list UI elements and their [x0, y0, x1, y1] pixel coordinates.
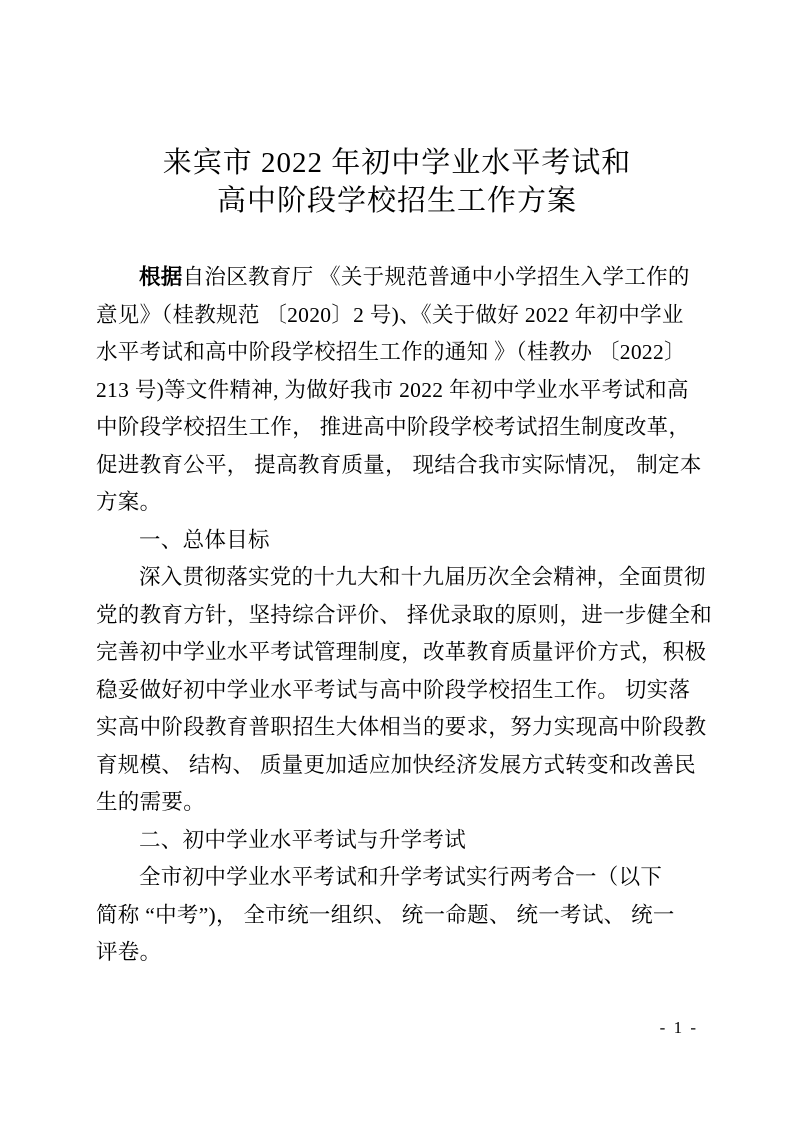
- document-body: [96, 259, 713, 972]
- text-run: 党的教育方针，坚持综合评价、 择优录取的原则，进一步健全和: [96, 602, 713, 627]
- text-run: 生的需要。: [96, 790, 206, 814]
- text-line: [96, 447, 702, 485]
- text-line: [96, 259, 702, 297]
- text-run: 深入贯彻落实党的十九大和十九届历次全会精神，全面贯彻: [139, 565, 706, 589]
- text-run: 全市初中学业水平考试和升学考试实行两考合一（以下: [139, 865, 663, 889]
- text-line: [96, 897, 702, 935]
- text-line: [96, 372, 702, 410]
- text-run: 中阶段学校招生工作， 推进高中阶段学校考试招生制度改革，: [96, 415, 691, 439]
- text-run: 稳妥做好初中学业水平考试与高中阶段学校招生工作。 切实落: [96, 677, 691, 702]
- section-heading: [96, 822, 702, 860]
- text-line: [96, 859, 702, 897]
- text-run: 完善初中学业水平考试管理制度，改革教育质量评价方式，积极: [96, 640, 707, 664]
- text-line: [96, 709, 707, 747]
- text-run: 简称 “中考”)， 全市统一组织、 统一命题、 统一考试、 统一: [96, 902, 675, 927]
- text-line: [96, 334, 702, 372]
- text-line: [96, 672, 702, 710]
- page-number: - 1 -: [659, 1018, 698, 1037]
- document-title: [0, 144, 794, 220]
- text-line: [96, 484, 702, 522]
- text-line: [96, 409, 702, 447]
- text-line: [96, 559, 706, 597]
- text-run: 评卷。: [96, 940, 162, 964]
- section-heading: [96, 522, 702, 560]
- text-run: 方案。: [96, 490, 162, 514]
- text-line: [96, 597, 713, 635]
- text-run: 二、初中学业水平考试与升学考试: [139, 827, 467, 852]
- text-run: 育规模、 结构、 质量更加适应加快经济发展方式转变和改善民: [96, 752, 696, 777]
- text-line: [96, 747, 702, 785]
- text-run: 实高中阶段教育普职招生大体相当的要求，努力实现高中阶段教: [96, 715, 707, 739]
- text-line: [96, 784, 702, 822]
- text-line: [96, 297, 702, 335]
- bold-run: 根据: [139, 265, 183, 289]
- text-run: 一、总体目标: [139, 527, 270, 552]
- text-line: [96, 934, 702, 972]
- title-line: 来宾市 2022 年初中学业水平考试和: [162, 147, 632, 179]
- text-run: 自治区教育厅 《关于规范普通中小学招生入学工作的: [182, 265, 690, 289]
- text-run: 213 号)等文件精神, 为做好我市 2022 年初中学业水平考试和高: [96, 377, 689, 402]
- title-line: 高中阶段学校招生工作方案: [216, 185, 577, 217]
- text-line: [96, 634, 707, 672]
- text-run: 意见》（桂教规范 〔2020〕2 号)、《关于做好 2022 年初中学业: [96, 302, 684, 327]
- text-run: 水平考试和高中阶段学校招生工作的通知 》（桂教办 〔2022〕: [96, 340, 686, 364]
- text-run: 促进教育公平， 提高教育质量， 现结合我市实际情况， 制定本: [96, 452, 702, 477]
